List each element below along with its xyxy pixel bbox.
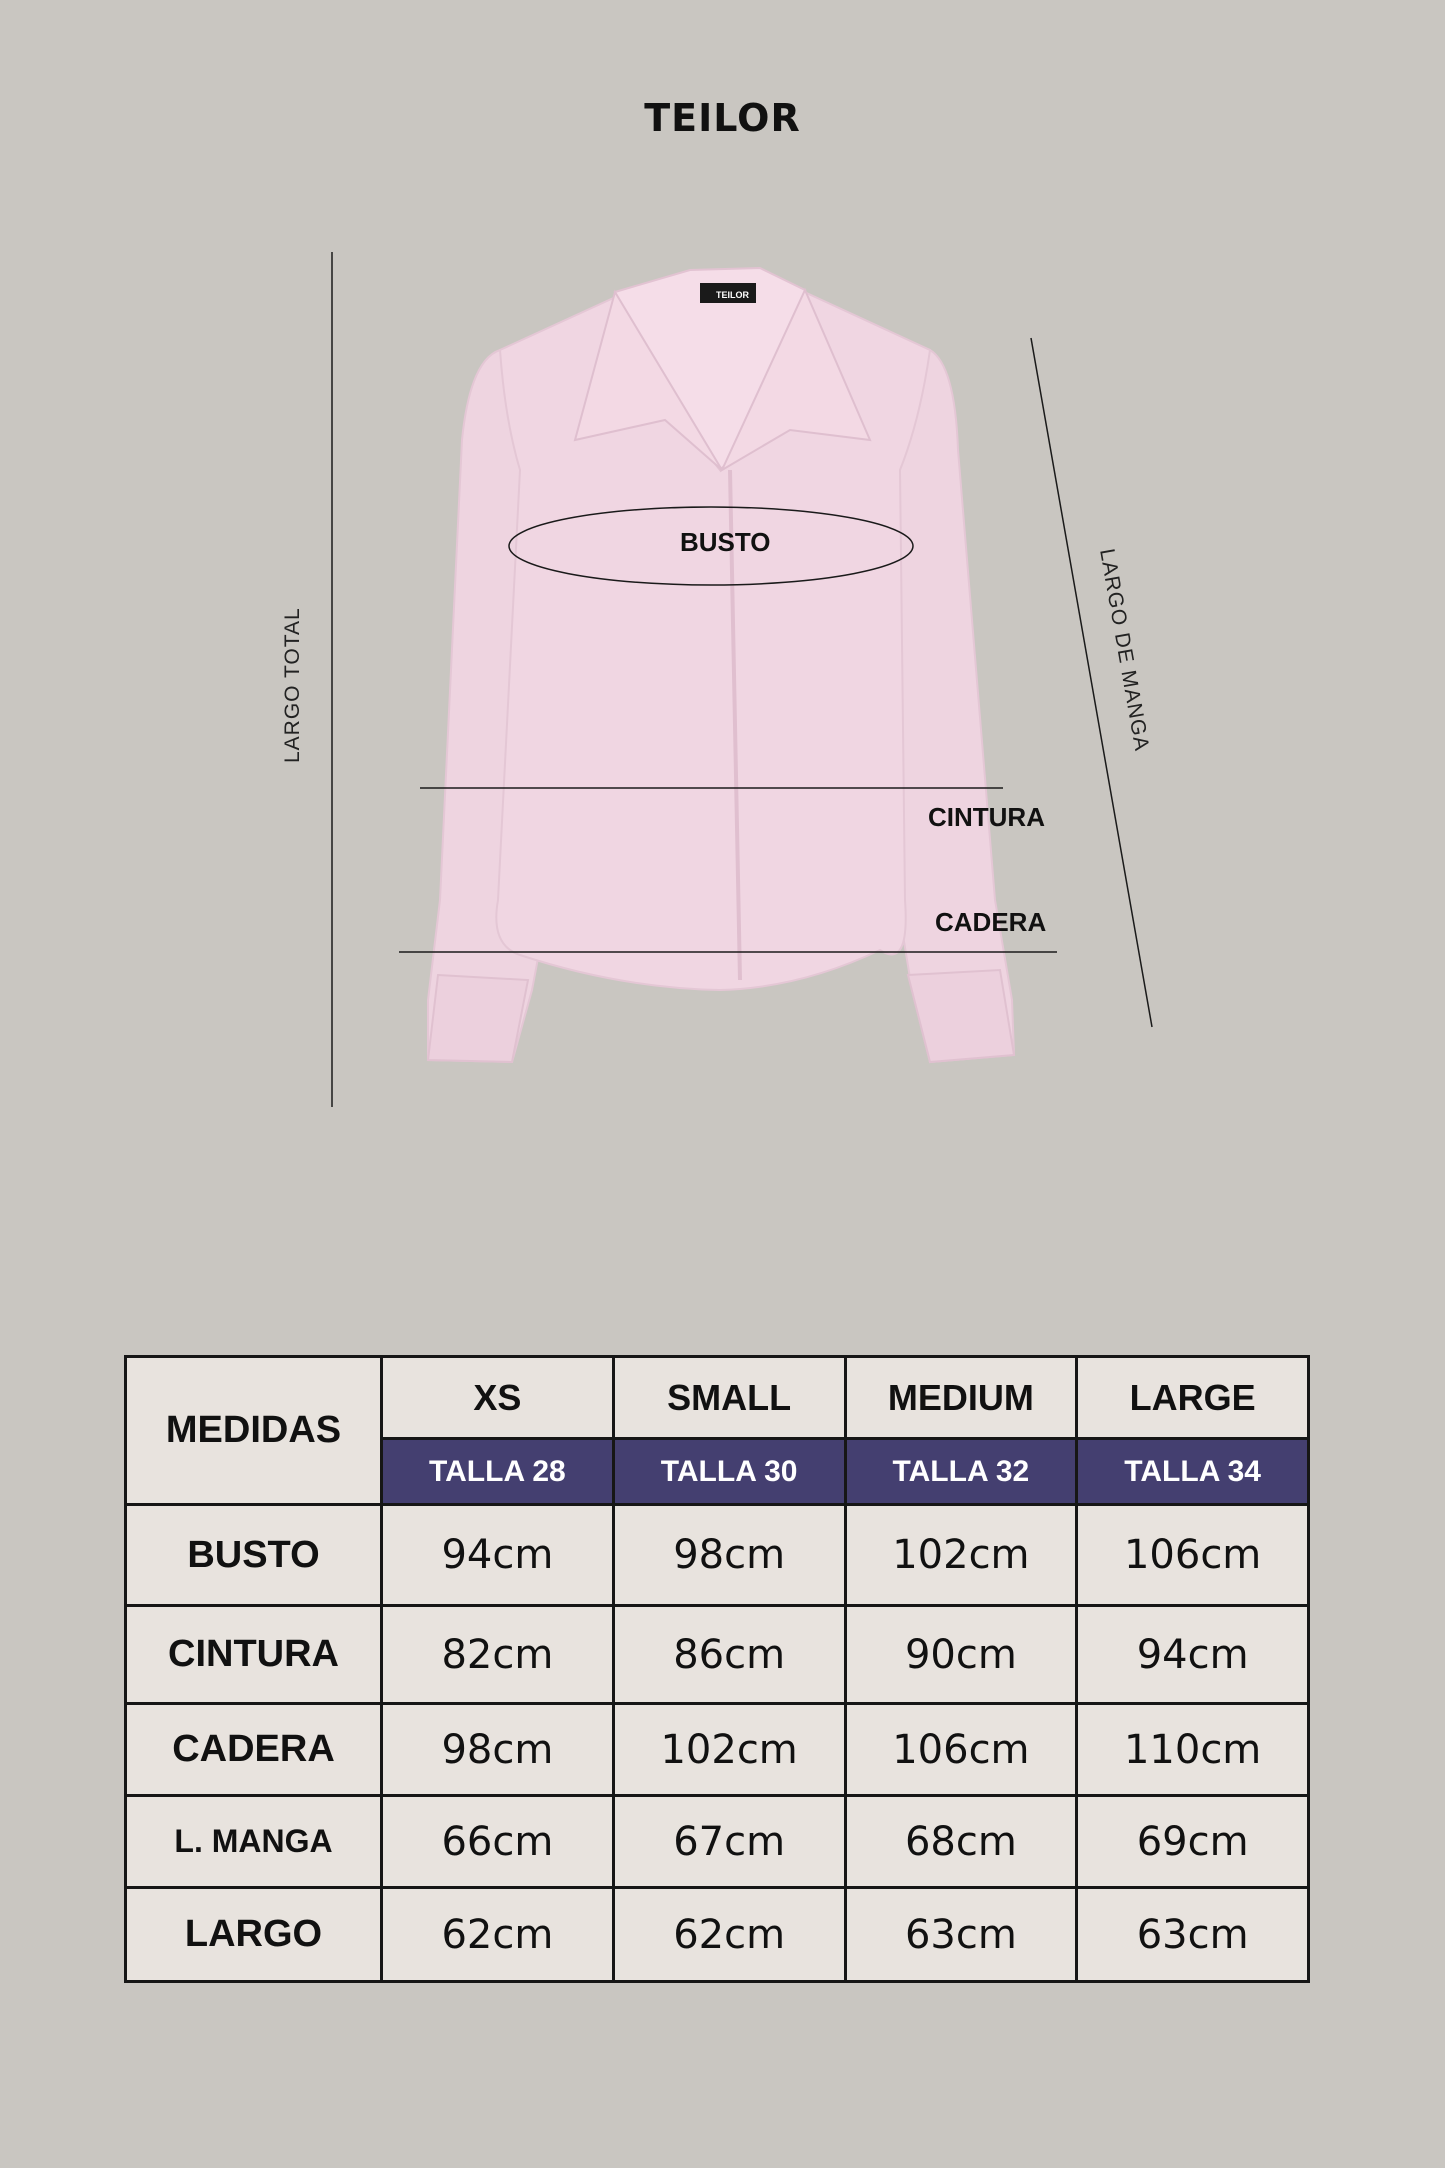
largo-total-label: LARGO TOTAL [281, 607, 304, 763]
medidas-header: MEDIDAS [126, 1357, 382, 1505]
table-row [126, 1606, 1309, 1704]
table-cell: 62cm [613, 1888, 845, 1982]
table-cell: 102cm [845, 1505, 1077, 1606]
size-header: LARGE [1077, 1357, 1309, 1439]
table-cell: 67cm [613, 1796, 845, 1888]
row-label-manga: L. MANGA [126, 1796, 382, 1888]
table-cell: 63cm [845, 1888, 1077, 1982]
talla-header: TALLA 30 [613, 1439, 845, 1505]
talla-header: TALLA 32 [845, 1439, 1077, 1505]
row-label-busto: BUSTO [126, 1505, 382, 1606]
talla-header: TALLA 34 [1077, 1439, 1309, 1505]
table-row [126, 1505, 1309, 1606]
busto-label: BUSTO [680, 527, 771, 557]
table-cell: 94cm [382, 1505, 614, 1606]
table-cell: 90cm [845, 1606, 1077, 1704]
svg-text:TEILOR: TEILOR [716, 290, 749, 300]
table-row [126, 1704, 1309, 1796]
cadera-label: CADERA [935, 907, 1047, 937]
table-cell: 62cm [382, 1888, 614, 1982]
size-header: XS [382, 1357, 614, 1439]
table-row [126, 1796, 1309, 1888]
table-cell: 106cm [845, 1704, 1077, 1796]
table-cell: 98cm [382, 1704, 614, 1796]
table-cell: 86cm [613, 1606, 845, 1704]
table-cell: 106cm [1077, 1505, 1309, 1606]
row-label-largo: LARGO [126, 1888, 382, 1982]
table-cell: 63cm [1077, 1888, 1309, 1982]
row-label-cadera: CADERA [126, 1704, 382, 1796]
talla-header: TALLA 28 [382, 1439, 614, 1505]
table-cell: 110cm [1077, 1704, 1309, 1796]
table-cell: 98cm [613, 1505, 845, 1606]
table-cell: 69cm [1077, 1796, 1309, 1888]
brand-logo: TEILOR [644, 96, 801, 140]
size-header: MEDIUM [845, 1357, 1077, 1439]
table-row [126, 1888, 1309, 1982]
table-cell: 82cm [382, 1606, 614, 1704]
row-label-cintura: CINTURA [126, 1606, 382, 1704]
shirt-illustration [428, 268, 1014, 1062]
size-header: SMALL [613, 1357, 845, 1439]
cintura-label: CINTURA [928, 802, 1045, 832]
table-cell: 66cm [382, 1796, 614, 1888]
size-chart-table [124, 1355, 1310, 1983]
largo-manga-label: LARGO DE MANGA [1095, 546, 1154, 754]
table-cell: 94cm [1077, 1606, 1309, 1704]
table-cell: 102cm [613, 1704, 845, 1796]
table-cell: 68cm [845, 1796, 1077, 1888]
